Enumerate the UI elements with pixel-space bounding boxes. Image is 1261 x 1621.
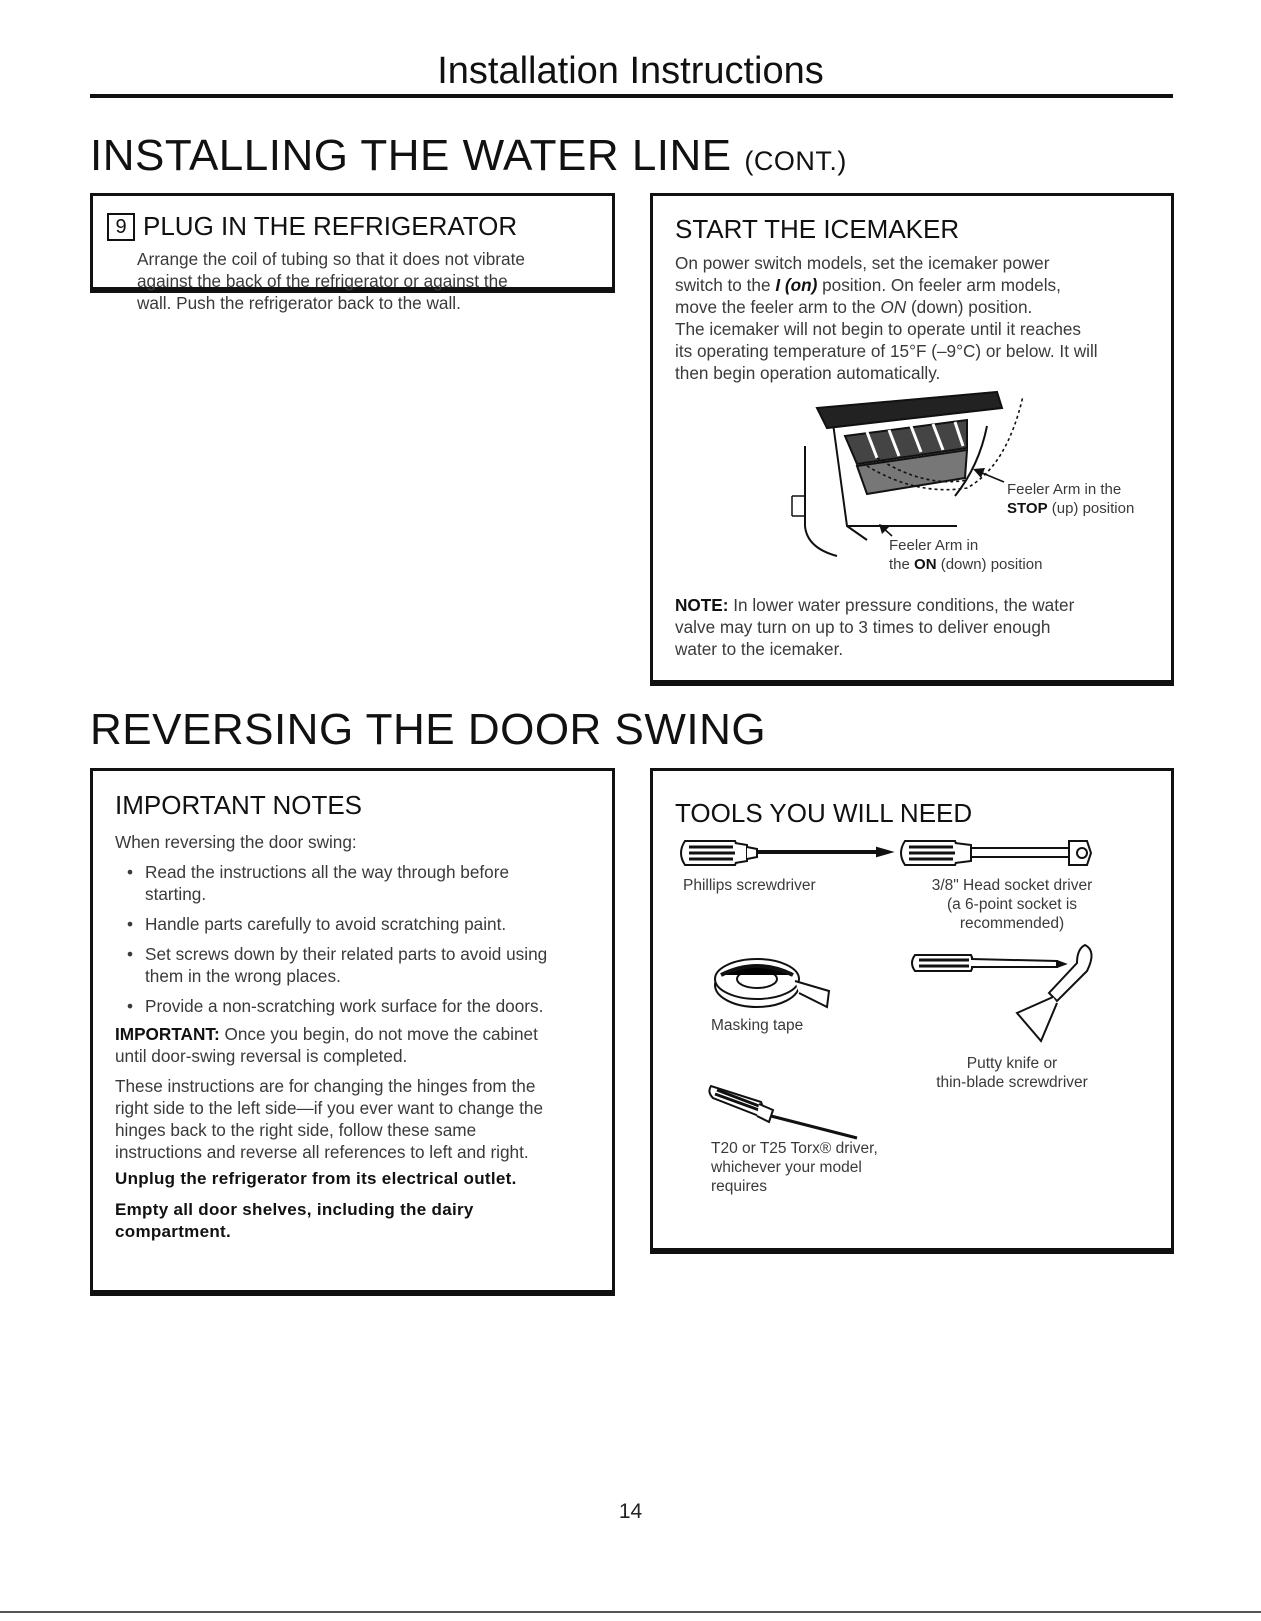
note-line: water to the icemaker. xyxy=(675,639,844,659)
important-line: until door-swing reversal is completed. xyxy=(115,1046,408,1066)
icemaker-line: The icemaker will not begin to operate until it reaches xyxy=(675,319,1082,339)
torx-driver-icon xyxy=(707,1076,887,1146)
list-item: • Handle parts carefully to avoid scratching paint. xyxy=(127,914,507,934)
text-run: position. On feeler arm models, xyxy=(817,275,1061,295)
plug-in-body xyxy=(137,248,525,314)
para-line: right side to the left side—if you ever want to change the xyxy=(115,1098,544,1118)
important-notes-body xyxy=(115,831,605,1243)
phillips-caption: Phillips screwdriver xyxy=(683,877,816,894)
text-run: Provide a non-scratching work surface for the doors. xyxy=(145,996,544,1016)
caption-line: whichever your model xyxy=(711,1159,862,1176)
door-swing-section-title: REVERSING THE DOOR SWING xyxy=(90,705,767,754)
text-run: In lower water pressure conditions, the water xyxy=(728,595,1075,615)
important-line xyxy=(115,1023,605,1045)
water-line-title-suffix: (CONT.) xyxy=(744,146,847,176)
important-notes-box xyxy=(90,768,615,1296)
on-label: ON xyxy=(914,556,937,573)
notes-list xyxy=(115,861,605,1017)
empty-shelves-line: compartment. xyxy=(115,1222,232,1241)
phillips-screwdriver-icon xyxy=(677,831,907,881)
icemaker-note xyxy=(675,594,1165,660)
tape-caption: Masking tape xyxy=(711,1017,804,1034)
caption-line: thin-blade screwdriver xyxy=(936,1074,1088,1091)
text-run: (up) position xyxy=(1047,500,1135,517)
text-run: (down) position xyxy=(936,556,1043,573)
list-item: • Set screws down by their related parts to avoid using them in the wrong places. xyxy=(127,944,548,986)
important-notes-title: IMPORTANT NOTES xyxy=(115,790,363,820)
unplug-warning: Unplug the refrigerator from its electrical outlet. xyxy=(115,1169,517,1188)
feeler-stop-label xyxy=(1007,480,1134,518)
caption-line: T20 or T25 Torx® driver, xyxy=(711,1140,878,1157)
page-number: 14 xyxy=(618,1500,643,1523)
text-run: Once you begin, do not move the cabinet xyxy=(219,1024,538,1044)
torx-caption xyxy=(711,1139,878,1196)
list-item: • Read the instructions all the way through before starting. xyxy=(127,862,510,904)
text-run: starting. xyxy=(145,884,207,904)
text-run: move the feeler arm to the xyxy=(675,297,881,317)
text-run: the xyxy=(889,556,915,573)
header-rule xyxy=(90,94,1173,98)
para-line: instructions and reverse all references to left and right. xyxy=(115,1142,529,1162)
on-label: ON xyxy=(880,297,907,317)
important-label: IMPORTANT: xyxy=(115,1024,220,1044)
bottom-rule xyxy=(0,1611,1261,1613)
icemaker-title: START THE ICEMAKER xyxy=(675,214,960,244)
icemaker-line: On power switch models, set the icemaker power xyxy=(675,253,1050,273)
text-run: Set screws down by their related parts to avoid using xyxy=(145,944,548,964)
tools-box xyxy=(650,768,1174,1254)
tools-title: TOOLS YOU WILL NEED xyxy=(675,798,973,828)
plug-in-line: wall. Push the refrigerator back to the wall. xyxy=(137,293,461,313)
note-label: NOTE: xyxy=(675,595,729,615)
caption-line: 3/8" Head socket driver xyxy=(931,877,1093,894)
para-line: hinges back to the right side, follow these same xyxy=(115,1120,477,1140)
text-run: switch to the xyxy=(675,275,776,295)
label-line: Feeler Arm in xyxy=(889,537,979,554)
plug-in-box xyxy=(90,193,615,313)
text-run: Read the instructions all the way through before xyxy=(145,862,510,882)
socket-driver-icon xyxy=(897,831,1127,881)
plug-in-line: against the back of the refrigerator or against the xyxy=(137,271,508,291)
socket-caption xyxy=(917,876,1107,933)
note-line: valve may turn on up to 3 times to deliver enough xyxy=(675,617,1051,637)
plug-in-line: Arrange the coil of tubing so that it does not vibrate xyxy=(137,249,525,269)
text-run: them in the wrong places. xyxy=(145,966,341,986)
feeler-on-label xyxy=(889,536,1042,574)
caption-line: (a 6-point socket is xyxy=(946,896,1078,913)
text-run: Handle parts carefully to avoid scratching paint. xyxy=(145,914,507,934)
plug-in-title-text: PLUG IN THE REFRIGERATOR xyxy=(143,211,518,241)
label-line: Feeler Arm in the xyxy=(1007,481,1122,498)
label-line xyxy=(889,555,1042,574)
on-position-label: I (on) xyxy=(775,275,818,295)
step-number-badge: 9 xyxy=(107,213,135,241)
label-line xyxy=(1007,499,1134,518)
water-line-section-title xyxy=(90,130,847,187)
list-item: • Provide a non-scratching work surface for the doors. xyxy=(127,996,544,1016)
plug-in-title xyxy=(107,210,517,242)
note-line xyxy=(675,594,1165,616)
icemaker-box xyxy=(650,193,1174,686)
para-line: These instructions are for changing the hinges from the xyxy=(115,1076,536,1096)
caption-line: Putty knife or xyxy=(966,1055,1058,1072)
empty-shelves-line: Empty all door shelves, including the dairy xyxy=(115,1200,474,1219)
text-run: (down) position. xyxy=(906,297,1033,317)
page-header: Installation Instructions xyxy=(437,50,824,92)
caption-line: requires xyxy=(711,1178,767,1195)
intro-text: When reversing the door swing: xyxy=(115,832,357,852)
putty-knife-icon xyxy=(907,941,1117,1051)
putty-caption xyxy=(917,1054,1107,1092)
water-line-title-text: INSTALLING THE WATER LINE xyxy=(90,131,732,180)
icemaker-line: its operating temperature of 15°F (–9°C) or below. It will xyxy=(675,341,1098,361)
icemaker-line: then begin operation automatically. xyxy=(675,363,941,383)
stop-label: STOP xyxy=(1007,500,1048,517)
caption-line: recommended) xyxy=(959,915,1065,932)
